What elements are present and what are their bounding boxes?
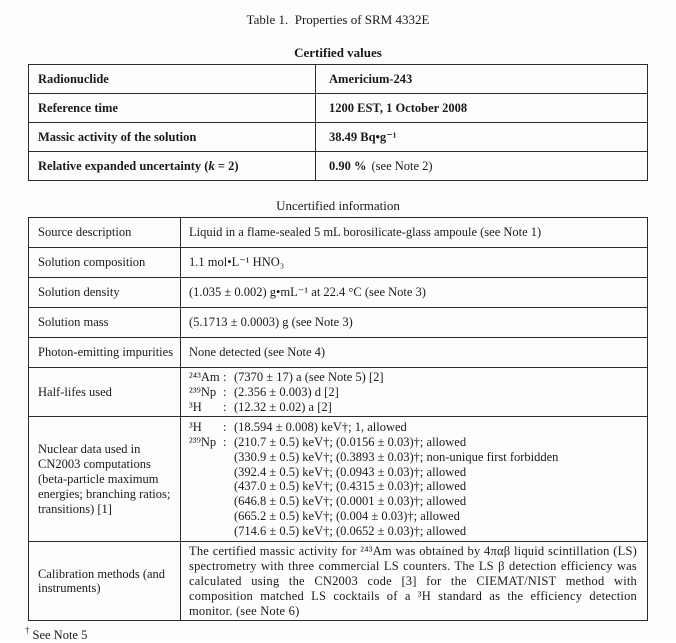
separator <box>223 450 234 465</box>
row-label: Photon-emitting impurities <box>29 338 181 368</box>
separator <box>223 494 234 509</box>
nuclide-label: ²⁴³Am <box>189 370 220 384</box>
nuclear-data-line <box>189 479 637 494</box>
nuclide-label: ³H <box>189 399 202 414</box>
nuclear-data-line <box>189 435 637 450</box>
nuclear-data-lines <box>189 420 637 538</box>
row-label: Calibration methods (and instruments) <box>29 542 181 621</box>
row-label: Massic activity of the solution <box>29 123 316 152</box>
nuclide-label <box>189 524 223 539</box>
half-life-value: (7370 ± 17) a (see Note 5) [2] <box>234 370 384 384</box>
uncertified-information-table <box>28 217 648 621</box>
nuclear-data-line <box>189 465 637 480</box>
nuclear-data-line <box>189 450 637 465</box>
row-label: Radionuclide <box>29 65 316 94</box>
row-label: Nuclear data used in CN2003 computations (beta-particle maximum energies; branching ratios; transitions) [1] <box>29 417 181 542</box>
footnote <box>25 625 676 642</box>
row-value: Americium-243 <box>316 65 648 94</box>
separator <box>223 465 234 480</box>
nuclide-label <box>189 509 223 524</box>
row-value <box>181 417 648 542</box>
value-text: 0.90 % <box>329 158 367 173</box>
separator: : <box>223 384 227 399</box>
half-life-line <box>189 370 637 385</box>
row-value: (1.035 ± 0.002) g•mL⁻¹ at 22.4 °C (see Note 3) <box>181 278 648 308</box>
row-value <box>316 152 648 181</box>
nuclear-data-value: (665.2 ± 0.5) keV†; (0.004 ± 0.03)†; allowed <box>234 508 460 523</box>
separator <box>223 524 234 539</box>
nuclear-data-value: (437.0 ± 0.5) keV†; (0.4315 ± 0.03)†; allowed <box>234 479 467 494</box>
half-life-value: (12.32 ± 0.02) a [2] <box>234 399 332 414</box>
row-label: Solution density <box>29 278 181 308</box>
uncertified-information-heading: Uncertified information <box>276 198 400 213</box>
nuclear-data-line <box>189 420 637 435</box>
table-row-massic-activity <box>29 123 648 152</box>
dagger-icon: † <box>25 625 30 636</box>
row-value: 1.1 mol•L⁻¹ HNO₃ <box>181 248 648 278</box>
table-row-reference-time <box>29 94 648 123</box>
nuclide-label <box>189 465 223 480</box>
nuclide-label: ³H <box>189 420 202 435</box>
nuclear-data-value: (330.9 ± 0.5) keV†; (0.3893 ± 0.03)†; non-unique first forbidden <box>234 449 559 464</box>
table-row-source-description <box>29 218 648 248</box>
row-value: The certified massic activity for ²⁴³Am was obtained by 4παβ liquid scintillation (LS) spectrometry with three commercial LS counters. The LS β detection efficiency was calculated using the CN2003 code [3] for the CIEMAT/NIST method with composition matched LS cocktails of a ³H standard as the efficiency detection monitor. (see Note 6) <box>181 542 648 621</box>
footnote-text: See Note 5 <box>32 627 88 642</box>
row-label: Solution mass <box>29 308 181 338</box>
table-row-expanded-uncertainty <box>29 152 648 181</box>
table-row-solution-mass <box>29 308 648 338</box>
separator: : <box>223 435 227 449</box>
row-label <box>29 152 316 181</box>
half-life-line <box>189 385 637 400</box>
nuclear-data-line <box>189 509 637 524</box>
nuclear-data-value: (392.4 ± 0.5) keV†; (0.0943 ± 0.03)†; allowed <box>234 464 467 479</box>
label-text: = 2) <box>214 158 239 173</box>
row-label: Half-lifes used <box>29 368 181 417</box>
nuclide-label <box>189 450 223 465</box>
table-row-radionuclide <box>29 65 648 94</box>
separator <box>223 509 234 524</box>
row-value <box>181 368 648 417</box>
table-row-half-lifes <box>29 368 648 417</box>
table-row-solution-composition <box>29 248 648 278</box>
row-value: 1200 EST, 1 October 2008 <box>316 94 648 123</box>
table-row-nuclear-data <box>29 417 648 542</box>
nuclear-data-value: (210.7 ± 0.5) keV†; (0.0156 ± 0.03)†; allowed <box>234 435 467 449</box>
row-label: Solution composition <box>29 248 181 278</box>
nuclear-data-value: (18.594 ± 0.008) keV†; 1, allowed <box>234 420 407 435</box>
k-symbol: k <box>208 158 215 173</box>
nuclide-label: ²³⁹Np <box>189 384 217 399</box>
half-life-line <box>189 400 637 415</box>
row-value: None detected (see Note 4) <box>181 338 648 368</box>
half-lifes-lines <box>189 370 637 414</box>
nuclear-data-line <box>189 524 637 539</box>
separator <box>223 479 234 494</box>
table-title: Table 1. Properties of SRM 4332E <box>246 12 430 27</box>
nuclear-data-value: (646.8 ± 0.5) keV†; (0.0001 ± 0.03)†; allowed <box>234 494 467 509</box>
row-label: Source description <box>29 218 181 248</box>
row-label: Reference time <box>29 94 316 123</box>
nuclide-label <box>189 479 223 494</box>
certified-values-table <box>28 64 648 181</box>
label-text: Relative expanded uncertainty ( <box>38 158 209 173</box>
certified-values-heading: Certified values <box>294 45 382 60</box>
separator: : <box>223 370 227 384</box>
row-value: (5.1713 ± 0.0003) g (see Note 3) <box>181 308 648 338</box>
nuclide-label: ²³⁹Np <box>189 435 217 449</box>
table-row-solution-density <box>29 278 648 308</box>
row-value: 38.49 Bq•g⁻¹ <box>316 123 648 152</box>
nuclear-data-line <box>189 494 637 509</box>
nuclear-data-value: (714.6 ± 0.5) keV†; (0.0652 ± 0.03)†; allowed <box>234 523 467 538</box>
nuclide-label <box>189 494 223 509</box>
table-row-calibration-methods <box>29 542 648 621</box>
value-note: (see Note 2) <box>371 158 433 173</box>
separator: : <box>223 399 227 414</box>
row-value: Liquid in a flame-sealed 5 mL borosilicate-glass ampoule (see Note 1) <box>181 218 648 248</box>
table-row-photon-impurities <box>29 338 648 368</box>
separator: : <box>223 420 227 435</box>
half-life-value: (2.356 ± 0.003) d [2] <box>234 384 339 399</box>
